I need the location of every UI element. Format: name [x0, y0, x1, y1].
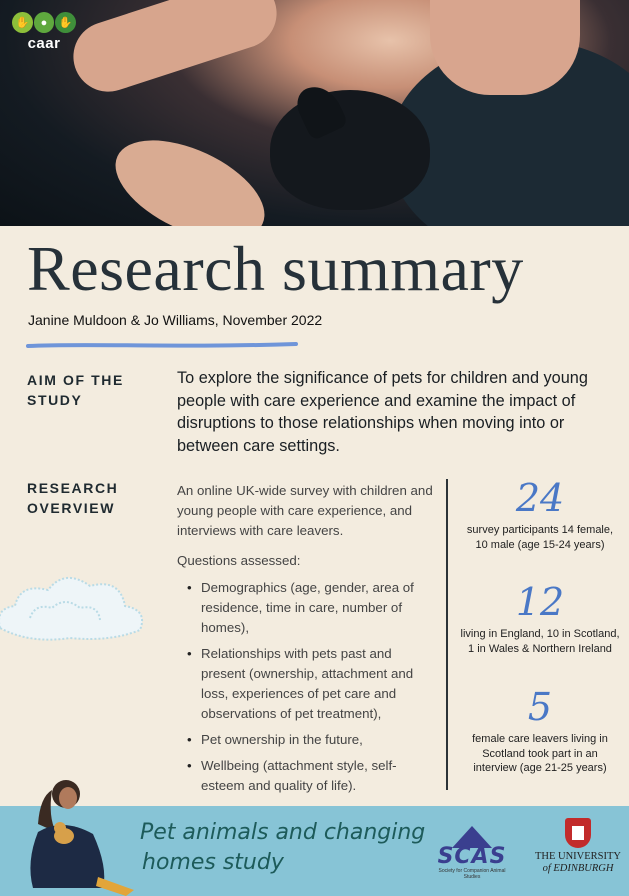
tagline-line-1: Pet animals and changing: [140, 820, 426, 845]
hand-icon: ✋: [12, 12, 33, 33]
list-item: • Demographics (age, gender, area of residence, time in care, number of homes),: [185, 578, 435, 638]
divider: [446, 479, 448, 790]
questions-list: [185, 578, 435, 802]
list-item: • Wellbeing (attachment style, self-esteem and quality of life).: [185, 756, 435, 796]
footer-tagline: [140, 818, 425, 878]
girl-with-dog-illustration: [8, 772, 136, 896]
byline: Janine Muldoon & Jo Williams, November 2022: [28, 312, 323, 328]
stat-survey: [460, 477, 620, 552]
stat-location: [460, 581, 620, 656]
crest-icon: [565, 818, 591, 848]
hand-icon: ✋: [55, 12, 76, 33]
uoe-line-1: THE UNIVERSITY: [534, 851, 622, 862]
tagline-line-2: homes study: [142, 850, 284, 875]
overview-text: An online UK-wide survey with children and young people with care experience, and interviews with care leavers.: [177, 483, 433, 538]
hero-photo: [0, 0, 629, 226]
list-item: • Relationships with pets past and present (ownership, attachment and loss, experiences of pet care and observations of pet treatment),: [185, 644, 435, 724]
aim-heading: AIM OF THE STUDY: [27, 372, 124, 408]
list-item: • Pet ownership in the future,: [185, 730, 435, 750]
stat-number: 5: [527, 685, 553, 729]
paw-icon: ●: [34, 12, 55, 33]
overview-heading: RESEARCH OVERVIEW: [27, 480, 119, 516]
uoe-line-2: of EDINBURGH: [542, 863, 614, 874]
cloud-illustration: [0, 558, 148, 646]
stat-label: female care leavers living in Scotland took part in an interview (age 21-25 years): [472, 733, 608, 774]
brush-underline: [26, 341, 298, 349]
stat-number: 24: [515, 476, 565, 520]
stat-number: 12: [515, 580, 565, 624]
caar-logo: [12, 12, 76, 52]
stat-interview: [460, 686, 620, 776]
stat-label: living in England, 10 in Scotland, 1 in Wales & Northern Ireland: [460, 628, 620, 655]
scas-name: SCAS: [437, 844, 507, 869]
questions-label: Questions assessed:: [177, 553, 301, 568]
logo-text: caar: [27, 35, 61, 52]
stat-label: survey participants 14 female, 10 male (age 15-24 years): [466, 524, 614, 551]
uoe-logo: [530, 818, 626, 875]
aim-text: To explore the significance of pets for children and young people with care experience and examine the impact of disruptions to those relationships when moving into or between care settings.: [177, 369, 588, 455]
page-title: Research summary: [27, 233, 524, 304]
scas-logo: [432, 826, 512, 886]
scas-subtitle: Society for Companion Animal Studies: [438, 868, 506, 880]
